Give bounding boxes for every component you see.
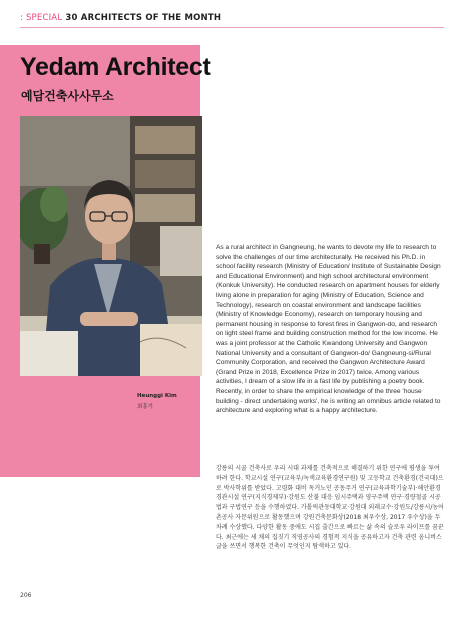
architect-portrait-photo: [20, 116, 202, 376]
header-divider: [20, 27, 444, 28]
biography-korean: 강릉의 시골 건축사로 우리 시대 과제를 건축적으로 해결하기 위한 연구에 평생을 투여하려 한다. 학교시설 연구(교육부/녹색교육환경연구원) 및 고등학교 건축환경(건국대)으로 박사학위를 받았다. 고령화 대비 독거노인 공동주거 연구(교육과학기술부)·해안환경 경관시설 연구(지식경제부)·강원도 산불 대응 임시주택과 영구주택 연구·경량철골 시공법과 구법연구 등을 수행하였다. 가톨릭관동대학교·강원대 외래교수·강원도/강릉시/농어촌공사 자문위원으로 활동했으며 강원건축문화상(2018 최우수상, 2017 우수상)을 두 차례 수상했다. 다양한 활동 중에도 시집 출간으로 빠르는 삶 속의 슬로우 라이프를 꿈꾼다. 최근에는 세 채의 집짓기 직영공사의 경험적 지식을 공유하고자 건축 관련 옴니버스 글을 쓰면서 행복한 건축이 무엇인지 탐색하고 있다.: [216, 465, 444, 551]
page-number: 206: [20, 592, 32, 599]
architect-name-ko: 최흥기: [137, 404, 153, 410]
section-label: : SPECIAL: [20, 13, 63, 23]
page-subtitle-korean: 예담건축사사무소: [21, 89, 114, 103]
section-title: 30 ARCHITECTS OF THE MONTH: [65, 13, 222, 23]
architect-name-en: Heunggi Kim: [137, 393, 177, 399]
biography-english: As a rural architect in Gangneung, he wants to devote my life to research to solve the challenges of our time architecturally. He received his Ph.D. in school facility research (Ministry of Education/ Institute of Sustainable Design and Educational Environment) and high school architectural environment (Konkuk University). He conducted research on apartment houses for elderly living alone in preparation for aging (Ministry of Education, Science and Technology), research on coastal environment and landscape facilities (Ministry of Knowledge Economy), research on temporary housing and permanent housing in response to forest fires in Gangwon-do, and research on light steel frame and building construction method for the low income. He was a joint professor at the Catholic Kwandong University and Gangwon National University and a consultant of Gangwon-do/ Gangneung-si/Rural Community Corporation, and received the Gangwon Architecture Award (Grand Prize in 2018, Excellence Prize in 2017) twice. Among various activities, I dream of a slow life in a fast life by publishing a poetry book. Recently, in order to share the empirical knowledge of the three 'house building - direct undertaking works', he is writing an omnibus article related to architecture and exploring what is a happy architecture.: [216, 244, 441, 415]
portrait-illustration: [20, 116, 202, 376]
section-header: [20, 13, 221, 23]
page-title: Yedam Architect: [20, 53, 211, 81]
